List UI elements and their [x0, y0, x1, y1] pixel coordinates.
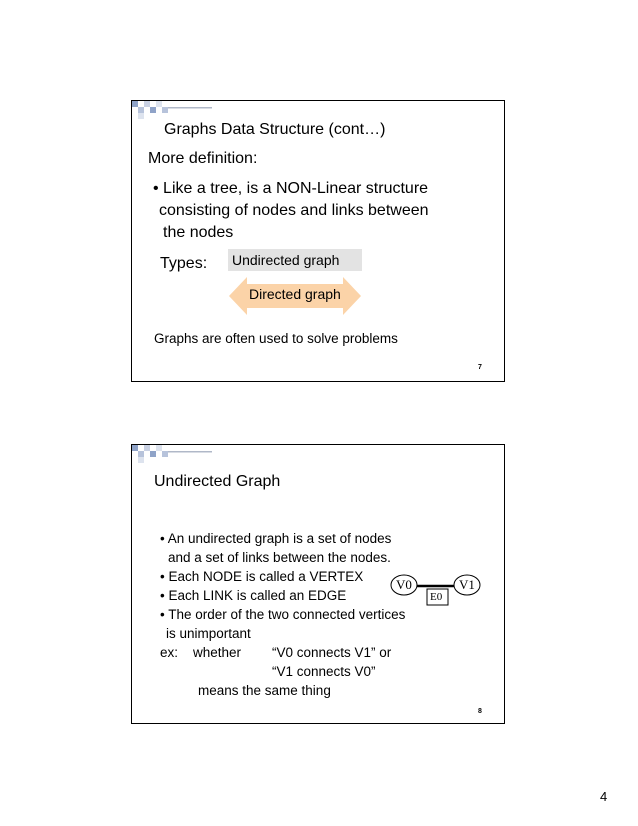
edge-label: E0 [430, 591, 443, 603]
types-label: Types: [160, 255, 208, 272]
slide-number: 7 [478, 364, 482, 371]
line-7: ex: whether [160, 645, 242, 660]
vertex-v1-label: V1 [459, 577, 475, 592]
footer-text: Graphs are often used to solve problems [154, 331, 398, 346]
line-2: and a set of links between the nodes. [168, 550, 391, 565]
line-3: • Each NODE is called a VERTEX [160, 569, 364, 584]
corner-decoration-icon [132, 101, 212, 121]
slide-number: 8 [478, 708, 482, 715]
type-directed: Directed graph [249, 286, 341, 302]
slide-8 [131, 444, 505, 724]
page-number: 4 [600, 789, 608, 804]
line-1: • An undirected graph is a set of nodes [160, 531, 392, 546]
type-undirected: Undirected graph [228, 249, 362, 271]
bullet-line-2: consisting of nodes and links between [159, 202, 429, 219]
line-5: • The order of the two connected vertices [160, 607, 406, 622]
subtitle: More definition: [148, 150, 258, 167]
bullet-line-1: • Like a tree, is a NON-Linear structure [153, 180, 429, 197]
line-6: is unimportant [166, 626, 251, 641]
line-10: means the same thing [198, 683, 331, 698]
corner-decoration-icon [132, 445, 212, 465]
slide-title: Graphs Data Structure (cont…) [164, 121, 386, 138]
line-8: “V0 connects V1” or [272, 645, 392, 660]
vertex-v0-label: V0 [396, 577, 412, 592]
line-9: “V1 connects V0” [272, 664, 376, 679]
bullet-line-3: the nodes [163, 224, 234, 241]
slide-7 [131, 100, 505, 382]
slide-title: Undirected Graph [154, 473, 281, 490]
line-4: • Each LINK is called an EDGE [160, 588, 347, 603]
